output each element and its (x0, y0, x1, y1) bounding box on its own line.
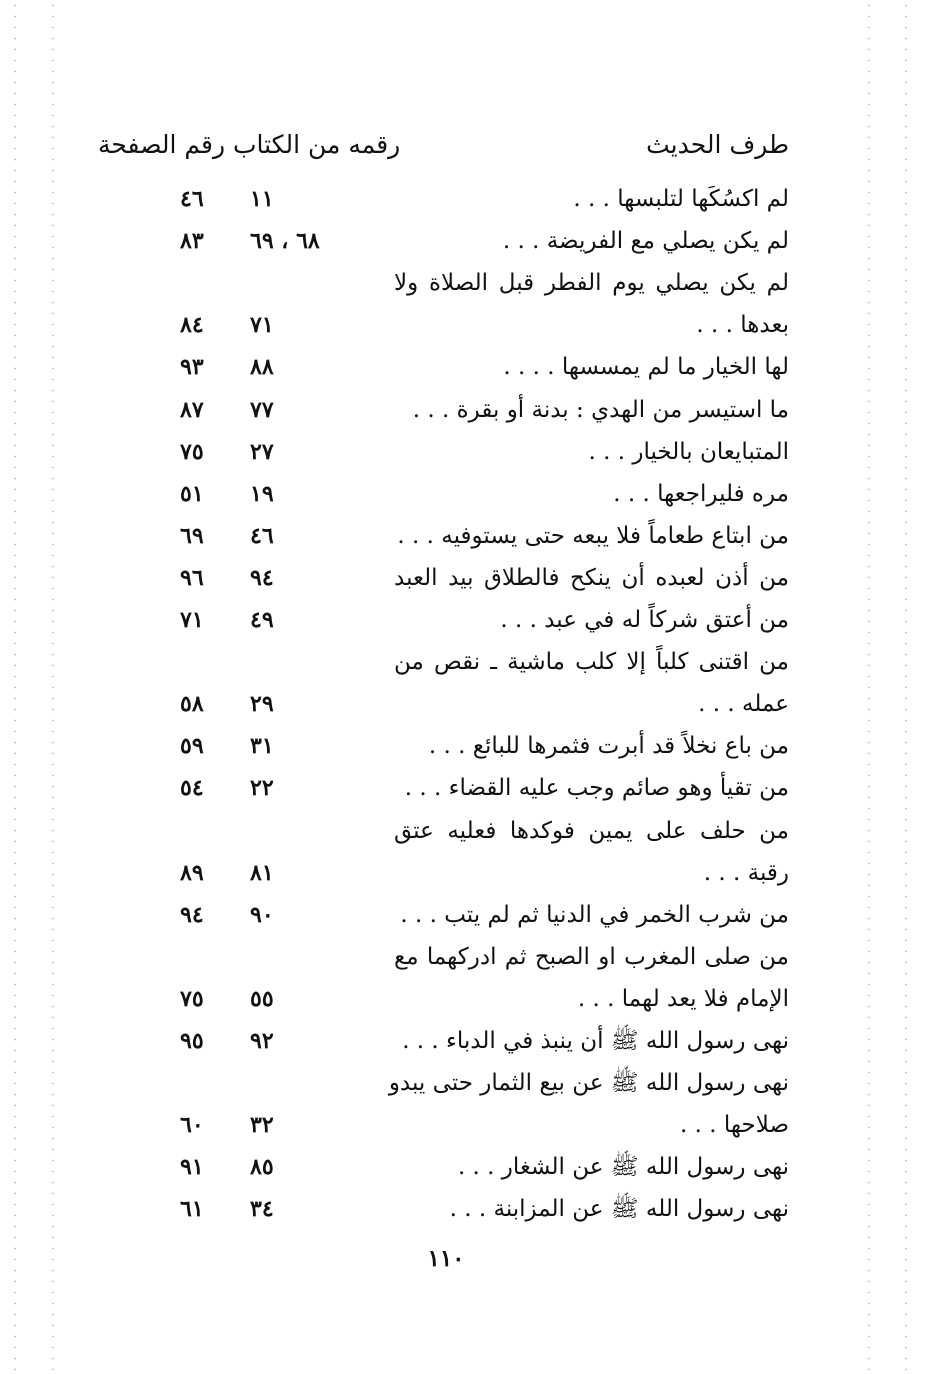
page-reference: ٥٩ (180, 733, 204, 760)
hadith-text: بعدها . . . (696, 312, 789, 339)
table-row (0, 1146, 944, 1188)
page-reference: ٥٤ (180, 775, 204, 802)
page-reference: ٧١ (180, 607, 204, 633)
hadith-text: لم اكسُكَها لتلبسها . . . (573, 186, 789, 212)
table-row (0, 220, 944, 262)
table-row (0, 262, 944, 304)
page-reference: ٩٤ (180, 901, 204, 928)
hadith-text: المتبايعان بالخيار . . . (588, 438, 789, 465)
table-row (0, 810, 944, 852)
table-row (0, 473, 944, 515)
table-row (0, 178, 944, 220)
table-row (0, 1020, 944, 1062)
hadith-number: ٩٤ (250, 564, 274, 591)
table-row (0, 641, 944, 683)
page-reference: ٧٥ (180, 985, 204, 1012)
hadith-number: ٣٤ (250, 1196, 274, 1223)
hadith-number: ٣٢ (250, 1112, 274, 1139)
page-reference: ٩٥ (180, 1028, 204, 1054)
page-reference: ٨٣ (180, 228, 204, 255)
hadith-text: من ابتاع طعاماً فلا يبعه حتى يستوفيه . . . (397, 522, 789, 549)
page-reference: ٨٩ (180, 859, 204, 886)
table-row (0, 1104, 944, 1146)
hadith-text: نهى رسول الله ﷺ عن بيع الثمار حتى يبدو (388, 1070, 789, 1097)
page-reference: ٥١ (180, 480, 204, 507)
page-reference: ٧٥ (180, 438, 204, 465)
hadith-text: من أعتق شركاً له في عبد . . . (500, 607, 789, 633)
table-row (0, 515, 944, 557)
page-reference: ٩٦ (180, 564, 204, 591)
hadith-number: ٩٠ (250, 901, 274, 928)
table-row (0, 725, 944, 767)
hadith-text: نهى رسول الله ﷺ عن المزابنة . . . (449, 1196, 789, 1223)
page-reference: ٥٨ (180, 691, 204, 718)
hadith-text: مره فليراجعها . . . (613, 480, 789, 507)
table-row (0, 683, 944, 725)
hadith-text: نهى رسول الله ﷺ عن الشغار . . . (457, 1154, 789, 1181)
page-reference: ٦٩ (180, 522, 204, 549)
page-reference: ٩١ (180, 1154, 204, 1181)
header-reference-columns: رقمه من الكتاب رقم الصفحة (98, 130, 401, 159)
table-row (0, 431, 944, 473)
hadith-number: ٤٦ (250, 522, 274, 549)
hadith-number: ٨١ (250, 859, 274, 886)
table-row (0, 1062, 944, 1104)
hadith-number: ٢٢ (250, 775, 274, 802)
hadith-number: ٨٨ (250, 354, 274, 381)
hadith-number: ٧١ (250, 312, 274, 339)
hadith-number: ٢٧ (250, 438, 274, 465)
hadith-number: ٦٨ ، ٦٩ (250, 228, 320, 255)
table-row (0, 978, 944, 1020)
hadith-number: ١٩ (250, 480, 274, 507)
table-row (0, 304, 944, 346)
hadith-text: الإمام فلا يعد لهما . . . (577, 985, 789, 1012)
hadith-number: ٤٩ (250, 607, 274, 633)
hadith-text: من أذن لعبده أن ينكح فالطلاق بيد العبد (394, 564, 789, 591)
hadith-number: ٨٥ (250, 1154, 274, 1181)
table-row (0, 894, 944, 936)
hadith-text: من شرب الخمر في الدنيا ثم لم يتب . . . (400, 901, 789, 928)
table-row (0, 389, 944, 431)
hadith-text: عمله . . . (698, 691, 789, 718)
hadith-number: ٧٧ (250, 396, 274, 423)
table-row (0, 346, 944, 388)
table-row (0, 936, 944, 978)
hadith-number: ١١ (250, 186, 274, 212)
page-reference: ٤٦ (180, 186, 204, 212)
table-row (0, 599, 944, 641)
hadith-text: ما استيسر من الهدي : بدنة أو بقرة . . . (412, 396, 789, 423)
hadith-text: لها الخيار ما لم يمسسها . . . . (503, 354, 789, 381)
hadith-number: ٩٢ (250, 1028, 274, 1054)
table-row (0, 852, 944, 894)
page-reference: ٩٣ (180, 354, 204, 381)
hadith-number: ٢٩ (250, 691, 274, 718)
hadith-text: من اقتنى كلباً إلا كلب ماشية ـ نقص من (394, 649, 789, 676)
hadith-text: لم يكن يصلي مع الفريضة . . . (502, 228, 789, 255)
hadith-text: من حلف على يمين فوكدها فعليه عتق (394, 817, 789, 844)
page-reference: ٦٠ (180, 1112, 204, 1139)
page-number: ١١٠ (427, 1245, 465, 1272)
page-reference: ٨٤ (180, 312, 204, 339)
page-reference: ٦١ (180, 1196, 204, 1223)
hadith-text: رقبة . . . (703, 859, 789, 886)
table-row (0, 767, 944, 809)
page-reference: ٨٧ (180, 396, 204, 423)
hadith-text: من صلى المغرب او الصبح ثم ادركهما مع (394, 943, 789, 970)
table-row (0, 557, 944, 599)
hadith-text: من باع نخلاً قد أبرت فثمرها للبائع . . . (428, 733, 789, 760)
hadith-text: صلاحها . . . (680, 1112, 789, 1139)
hadith-number: ٥٥ (250, 985, 274, 1012)
hadith-text: نهى رسول الله ﷺ أن ينبذ في الدباء . . . (402, 1028, 789, 1054)
hadith-text: لم يكن يصلي يوم الفطر قبل الصلاة ولا (394, 270, 789, 297)
header-hadith-start: طرف الحديث (646, 130, 789, 159)
hadith-text: من تقيأ وهو صائم وجب عليه القضاء . . . (404, 775, 789, 802)
hadith-number: ٣١ (250, 733, 274, 760)
table-row (0, 1188, 944, 1230)
